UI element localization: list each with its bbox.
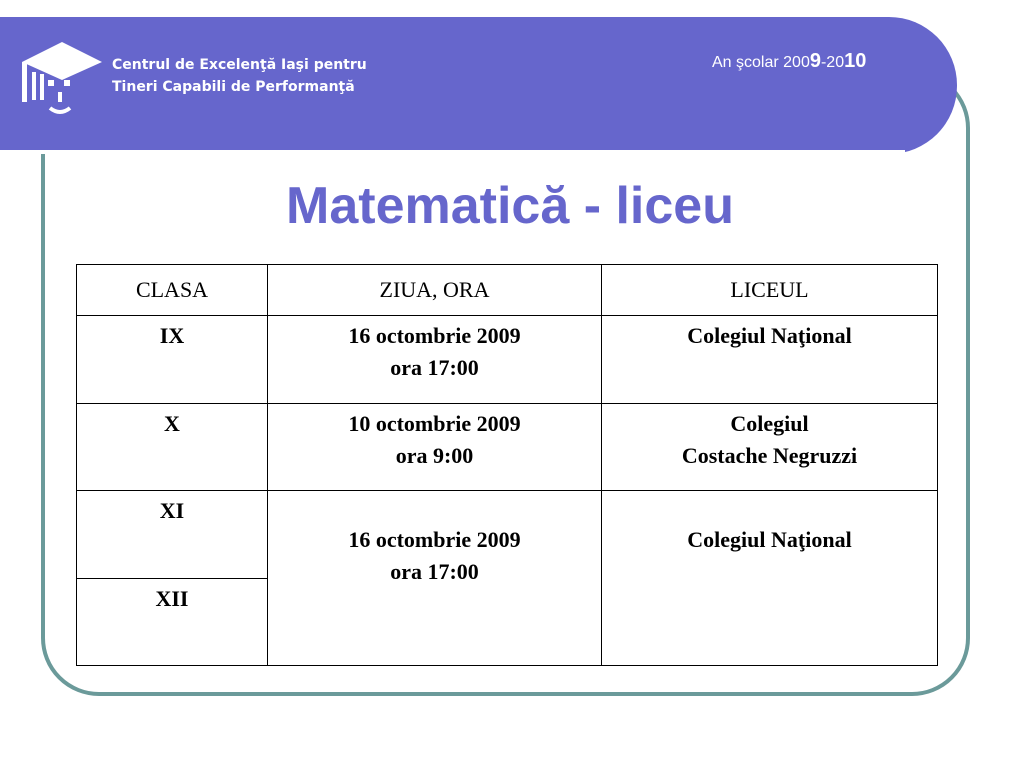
graduation-cap-logo-icon	[18, 36, 104, 118]
cell-liceu-line1: Colegiul	[730, 410, 809, 436]
table-row	[77, 491, 938, 578]
cell-liceu-merged: Colegiul Naţional	[602, 491, 938, 666]
cell-date-time	[268, 316, 602, 403]
cell-liceu: Colegiul Naţional	[602, 316, 938, 403]
cell-date-time	[268, 403, 602, 490]
cell-date: 16 octombrie 2009	[348, 323, 521, 349]
cell-time: ora 9:00	[395, 442, 474, 468]
table-header-row	[77, 265, 938, 316]
year-digit-1: 9	[809, 50, 821, 72]
org-name-line2: Tineri Capabili de Performanţă	[112, 79, 355, 95]
cell-time: ora 17:00	[390, 559, 479, 585]
year-middle: -20	[820, 54, 845, 71]
cell-liceu	[602, 403, 938, 490]
header-clasa: CLASA	[77, 265, 268, 316]
cell-date-time-merged	[268, 491, 602, 666]
org-name-line1: Centrul de Excelenţă Iaşi pentru	[112, 57, 367, 73]
schedule-table	[76, 264, 938, 666]
cell-clasa: X	[77, 403, 268, 490]
year-prefix: An şcolar 200	[712, 54, 810, 71]
cell-time: ora 17:00	[390, 355, 479, 381]
header-liceul: LICEUL	[602, 265, 938, 316]
banner-divider	[0, 150, 905, 154]
cell-liceu-line2: Costache Negruzzi	[681, 442, 858, 468]
school-year	[712, 50, 866, 73]
header-ziua-ora: ZIUA, ORA	[268, 265, 602, 316]
cell-clasa: IX	[77, 316, 268, 403]
table-row	[77, 403, 938, 490]
cell-clasa: XII	[77, 578, 268, 665]
page-title: Matematică - liceu	[286, 177, 734, 235]
organization-name	[112, 54, 367, 98]
table-row	[77, 316, 938, 403]
cell-clasa: XI	[77, 491, 268, 578]
year-digit-2: 10	[844, 50, 867, 72]
cell-date: 16 octombrie 2009	[348, 527, 521, 553]
cell-date: 10 octombrie 2009	[348, 410, 521, 436]
